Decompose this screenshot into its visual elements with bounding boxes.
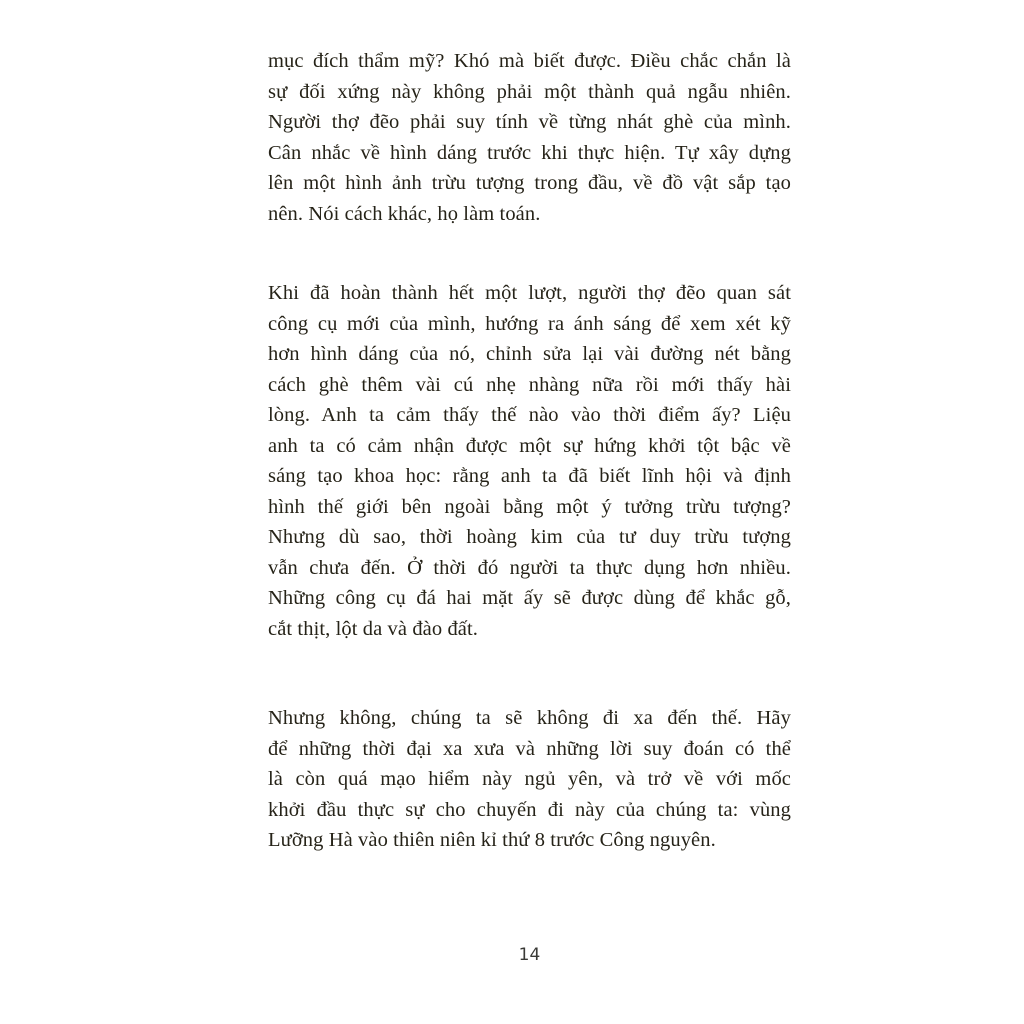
paragraph (268, 703, 791, 856)
text-line: nên. Nói cách khác, họ làm toán. (268, 202, 541, 225)
text-line: lên một hình ảnh trừu tượng trong đầu, về đồ vật sắp tạo (268, 172, 791, 194)
text-line: hình thế giới bên ngoài bằng một ý tưởng trừu tượng? (268, 495, 791, 518)
text-line: cắt thịt, lột da và đào đất. (268, 617, 479, 640)
page-number: 14 (518, 945, 541, 965)
body-text (268, 46, 791, 856)
text-line: lòng. Anh ta cảm thấy thế nào vào thời điểm ấy? Liệu (268, 404, 791, 426)
text-line: anh ta có cảm nhận được một sự hứng khởi tột bậc về (268, 434, 791, 457)
text-line: mục đích thẩm mỹ? Khó mà biết được. Điều chắc chắn là (268, 50, 791, 72)
text-line: sự đối xứng này không phải một thành quả ngẫu nhiên. (268, 80, 791, 103)
paragraph (268, 278, 791, 644)
text-line: Cân nhắc về hình dáng trước khi thực hiện. Tự xây dựng (268, 141, 791, 164)
text-line: Khi đã hoàn thành hết một lượt, người thợ đẽo quan sát (268, 282, 791, 304)
text-line: để những thời đại xa xưa và những lời suy đoán có thể (268, 737, 791, 760)
text-line: Người thợ đẽo phải suy tính về từng nhát ghè của mình. (268, 111, 791, 133)
text-line: vẫn chưa đến. Ở thời đó người ta thực dụng hơn nhiều. (268, 556, 791, 579)
text-line: sáng tạo khoa học: rằng anh ta đã biết lĩnh hội và định (268, 465, 791, 487)
text-line: khởi đầu thực sự cho chuyến đi này của chúng ta: vùng (268, 798, 791, 821)
text-line: Lưỡng Hà vào thiên niên kỉ thứ 8 trước Công nguyên. (268, 829, 716, 851)
text-line: công cụ mới của mình, hướng ra ánh sáng để xem xét kỹ (268, 312, 791, 335)
text-line: Nhưng không, chúng ta sẽ không đi xa đến thế. Hãy (268, 707, 791, 729)
paragraph (268, 46, 791, 229)
text-line: hơn hình dáng của nó, chỉnh sửa lại vài đường nét bằng (268, 343, 791, 365)
text-line: cách ghè thêm vài cú nhẹ nhàng nữa rồi mới thấy hài (268, 373, 791, 396)
text-line: Những công cụ đá hai mặt ấy sẽ được dùng để khắc gỗ, (268, 587, 791, 609)
text-line: Nhưng dù sao, thời hoàng kim của tư duy trừu tượng (268, 526, 791, 548)
text-line: là còn quá mạo hiểm này ngủ yên, và trở về với mốc (268, 768, 791, 790)
